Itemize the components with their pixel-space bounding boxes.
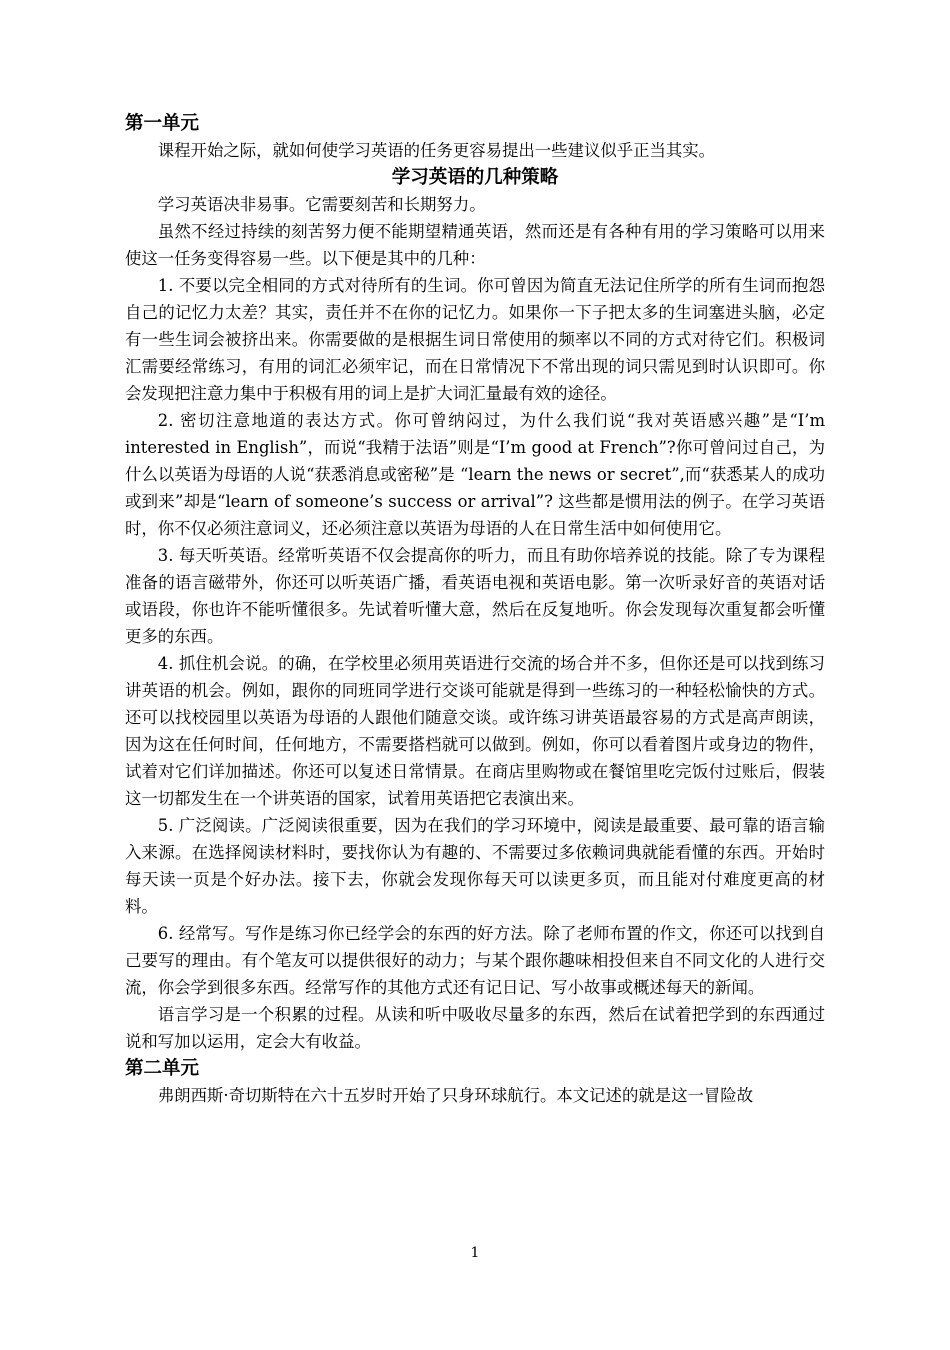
- unit1-intro: 课程开始之际，就如何使学习英语的任务更容易提出一些建议似乎正当其实。: [157, 141, 716, 160]
- paragraph-strategy-1: 1. 不要以完全相同的方式对待所有的生词。你可曾因为简直无法记住所学的所有生词而抱怨自己的记忆力太差？其实，责任并不在你的记忆力。如果你一下子把太多的生词塞进头脑，必定有一些生词会被挤出来。你需要做的是根据生词日常使用的频率以不同的方式对待它们。积极词汇需要经常练习，有用的词汇必须牢记，而在日常情况下不常出现的词只需见到时认识即可。你会发现把注意力集中于积极有用的词上是扩大词汇量最有效的途径。: [125, 276, 825, 403]
- page-number: 1: [470, 1245, 480, 1261]
- paragraph-strategy-3: 3. 每天听英语。经常听英语不仅会提高你的听力，而且有助你培养说的技能。除了专为课程准备的语言磁带外，你还可以听英语广播，看英语电视和英语电影。第一次听录好音的英语对话或语段，你也许不能听懂很多。先试着听懂大意，然后在反复地听。你会发现每次重复都会听懂更多的东西。: [125, 546, 825, 646]
- paragraph: 虽然不经过持续的刻苦努力便不能期望精通英语，然而还是有各种有用的学习策略可以用来使这一任务变得容易一些。以下便是其中的几种：: [125, 222, 825, 268]
- paragraph-strategy-6: 6. 经常写。写作是练习你已经学会的东西的好方法。除了老师布置的作文，你还可以找到自己要写的理由。有个笔友可以提供很好的动力；与某个跟你趣味相投但来自不同文化的人进行交流，你会学到很多东西。经常写作的其他方式还有记日记、写小故事或概述每天的新闻。: [125, 924, 825, 997]
- paragraph-strategy-2: 2. 密切注意地道的表达方式。你可曾纳闷过，为什么我们说“我对英语感兴趣”是“I’m interested in English”，而说“我精于法语”则是“I’m good at French”?你可曾问过自己，为什么以英语为母语的人说“获悉消息或密秘”是 “learn the news or secret”,而“获悉某人的成功或到来”却是“learn of someone’s success or arrival”? 这些都是惯用法的例子。在学习英语时，你不仅必须注意词义，还必须注意以英语为母语的人在日常生活中如何使用它。: [125, 411, 825, 538]
- unit2-heading: 第二单元: [125, 1058, 200, 1079]
- paragraph-strategy-4: 4. 抓住机会说。的确，在学校里必须用英语进行交流的场合并不多，但你还是可以找到练习讲英语的机会。例如，跟你的同班同学进行交谈可能就是得到一些练习的一种轻松愉快的方式。还可以找校园里以英语为母语的人跟他们随意交谈。或许练习讲英语最容易的方式是高声朗读，因为这在任何时间，任何地方，不需要搭档就可以做到。例如，你可以看着图片或身边的物件，试着对它们详加描述。你还可以复述日常情景。在商店里购物或在餐馆里吃完饭付过账后，假装这一切都发生在一个讲英语的国家，试着用英语把它表演出来。: [125, 654, 825, 808]
- paragraph: 学习英语决非易事。它需要刻苦和长期努力。: [157, 195, 486, 214]
- article-title: 学习英语的几种策略: [391, 167, 559, 188]
- page-content: [125, 110, 825, 1109]
- unit2-intro: 弗朗西斯·奇切斯特在六十五岁时开始了只身环球航行。本文记述的就是这一冒险故: [157, 1086, 754, 1105]
- paragraph-strategy-5: 5. 广泛阅读。广泛阅读很重要，因为在我们的学习环境中，阅读是最重要、最可靠的语言输入来源。在选择阅读材料时，要找你认为有趣的、不需要过多依赖词典就能看懂的东西。开始时每天读一页是个好办法。接下去，你就会发现你每天可以读更多页，而且能对付难度更高的材料。: [125, 816, 825, 916]
- paragraph-conclusion: 语言学习是一个积累的过程。从读和听中吸收尽量多的东西，然后在试着把学到的东西通过说和写加以运用，定会大有收益。: [125, 1005, 825, 1051]
- unit1-heading: 第一单元: [125, 113, 200, 134]
